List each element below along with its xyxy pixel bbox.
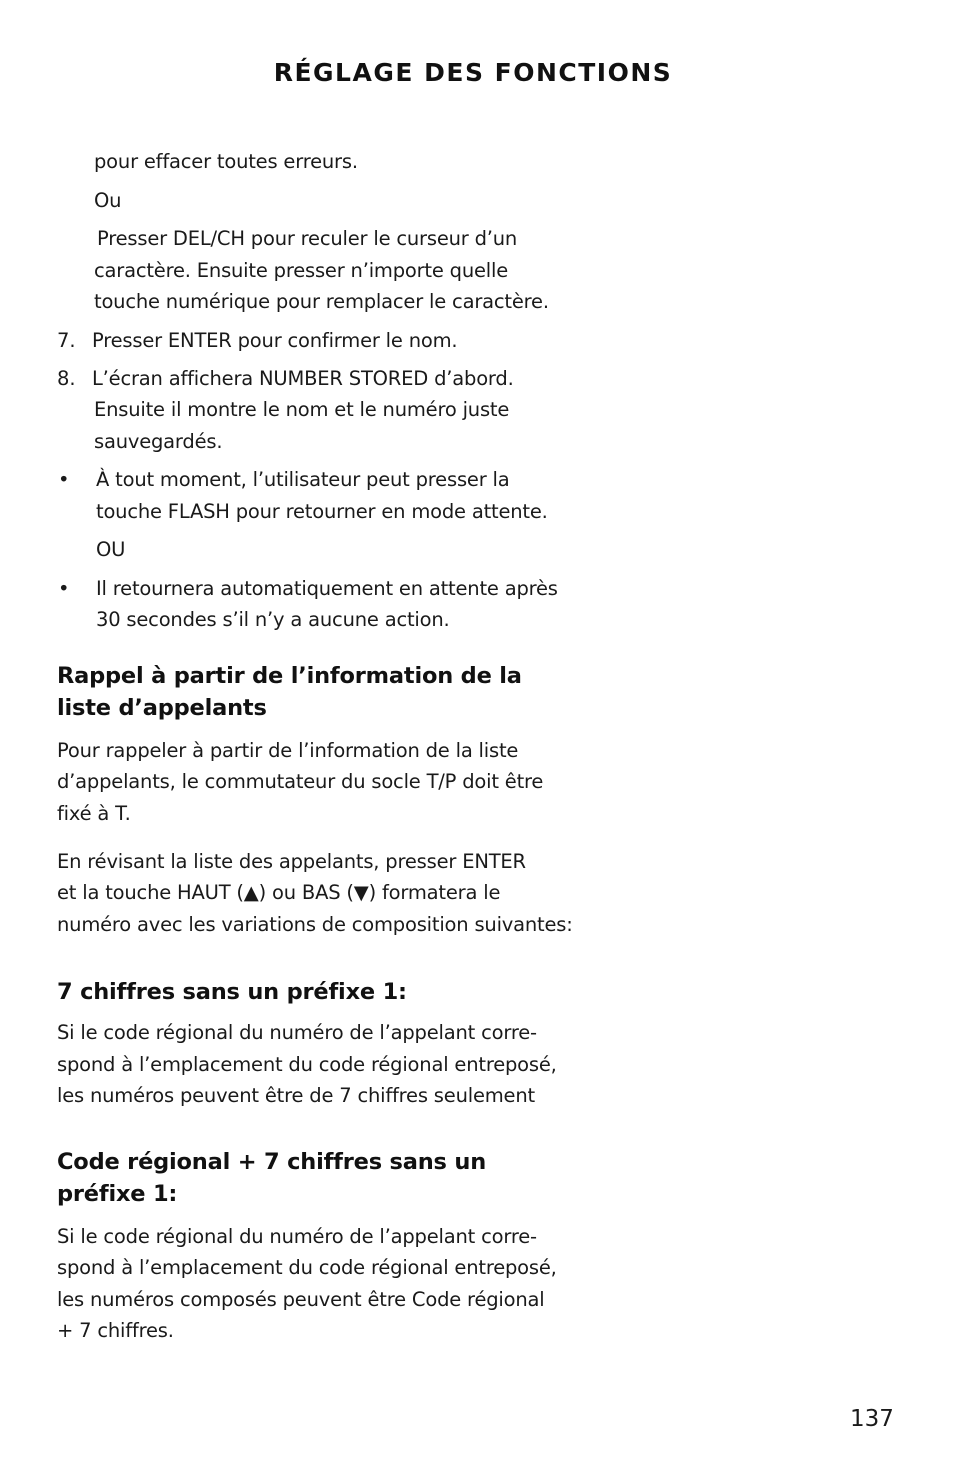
body-text-line: touche numérique pour remplacer le caractère. [94, 290, 549, 313]
or-separator: Ou [94, 189, 122, 212]
bullet-text-line: touche FLASH pour retourner en mode attente. [96, 500, 548, 523]
paragraph-line: d’appelants, le commutateur du socle T/P doit être [57, 770, 544, 793]
step-text-line: L’écran affichera NUMBER STORED d’abord. [92, 367, 514, 390]
step-text-line: sauvegardés. [94, 430, 223, 453]
page-number: 137 [850, 1406, 894, 1432]
body-text-line: caractère. Ensuite presser n’importe quelle [94, 259, 509, 282]
paragraph-line: spond à l’emplacement du code régional entreposé, [57, 1053, 557, 1076]
step-number: 8. [57, 367, 76, 390]
bullet-text-line: À tout moment, l’utilisateur peut presser la [96, 468, 510, 491]
bullet-text-line: 30 secondes s’il n’y a aucune action. [96, 608, 450, 631]
page-header: RÉGLAGE DES FONCTIONS [273, 58, 673, 87]
section-heading: Code régional + 7 chiffres sans un [57, 1149, 487, 1175]
bullet-marker: • [58, 577, 70, 600]
paragraph-line: Si le code régional du numéro de l’appelant corre- [57, 1225, 537, 1248]
paragraph-line: + 7 chiffres. [57, 1319, 174, 1342]
bullet-text-line: Il retournera automatiquement en attente après [96, 577, 558, 600]
section-heading: 7 chiffres sans un préfixe 1: [57, 979, 407, 1005]
paragraph-line: Pour rappeler à partir de l’information de la liste [57, 739, 519, 762]
section-heading: liste d’appelants [57, 695, 267, 721]
bullet-marker: • [58, 468, 70, 491]
paragraph-line: numéro avec les variations de composition suivantes: [57, 913, 573, 936]
step-number: 7. [57, 329, 76, 352]
paragraph-line: et la touche HAUT (▲) ou BAS (▼) formatera le [57, 881, 501, 904]
section-heading: préfixe 1: [57, 1181, 178, 1207]
body-text-line: Presser DEL/CH pour reculer le curseur d’un [97, 227, 518, 250]
paragraph-line: En révisant la liste des appelants, presser ENTER [57, 850, 526, 873]
paragraph-line: Si le code régional du numéro de l’appelant corre- [57, 1021, 537, 1044]
section-heading: Rappel à partir de l’information de la [57, 663, 522, 689]
step-text-line: Presser ENTER pour confirmer le nom. [92, 329, 458, 352]
paragraph-line: fixé à T. [57, 802, 131, 825]
or-separator: OU [96, 538, 126, 561]
paragraph-line: spond à l’emplacement du code régional entreposé, [57, 1256, 557, 1279]
body-text-line: pour effacer toutes erreurs. [94, 150, 358, 173]
step-text-line: Ensuite il montre le nom et le numéro juste [94, 398, 510, 421]
paragraph-line: les numéros peuvent être de 7 chiffres seulement [57, 1084, 535, 1107]
paragraph-line: les numéros composés peuvent être Code régional [57, 1288, 545, 1311]
